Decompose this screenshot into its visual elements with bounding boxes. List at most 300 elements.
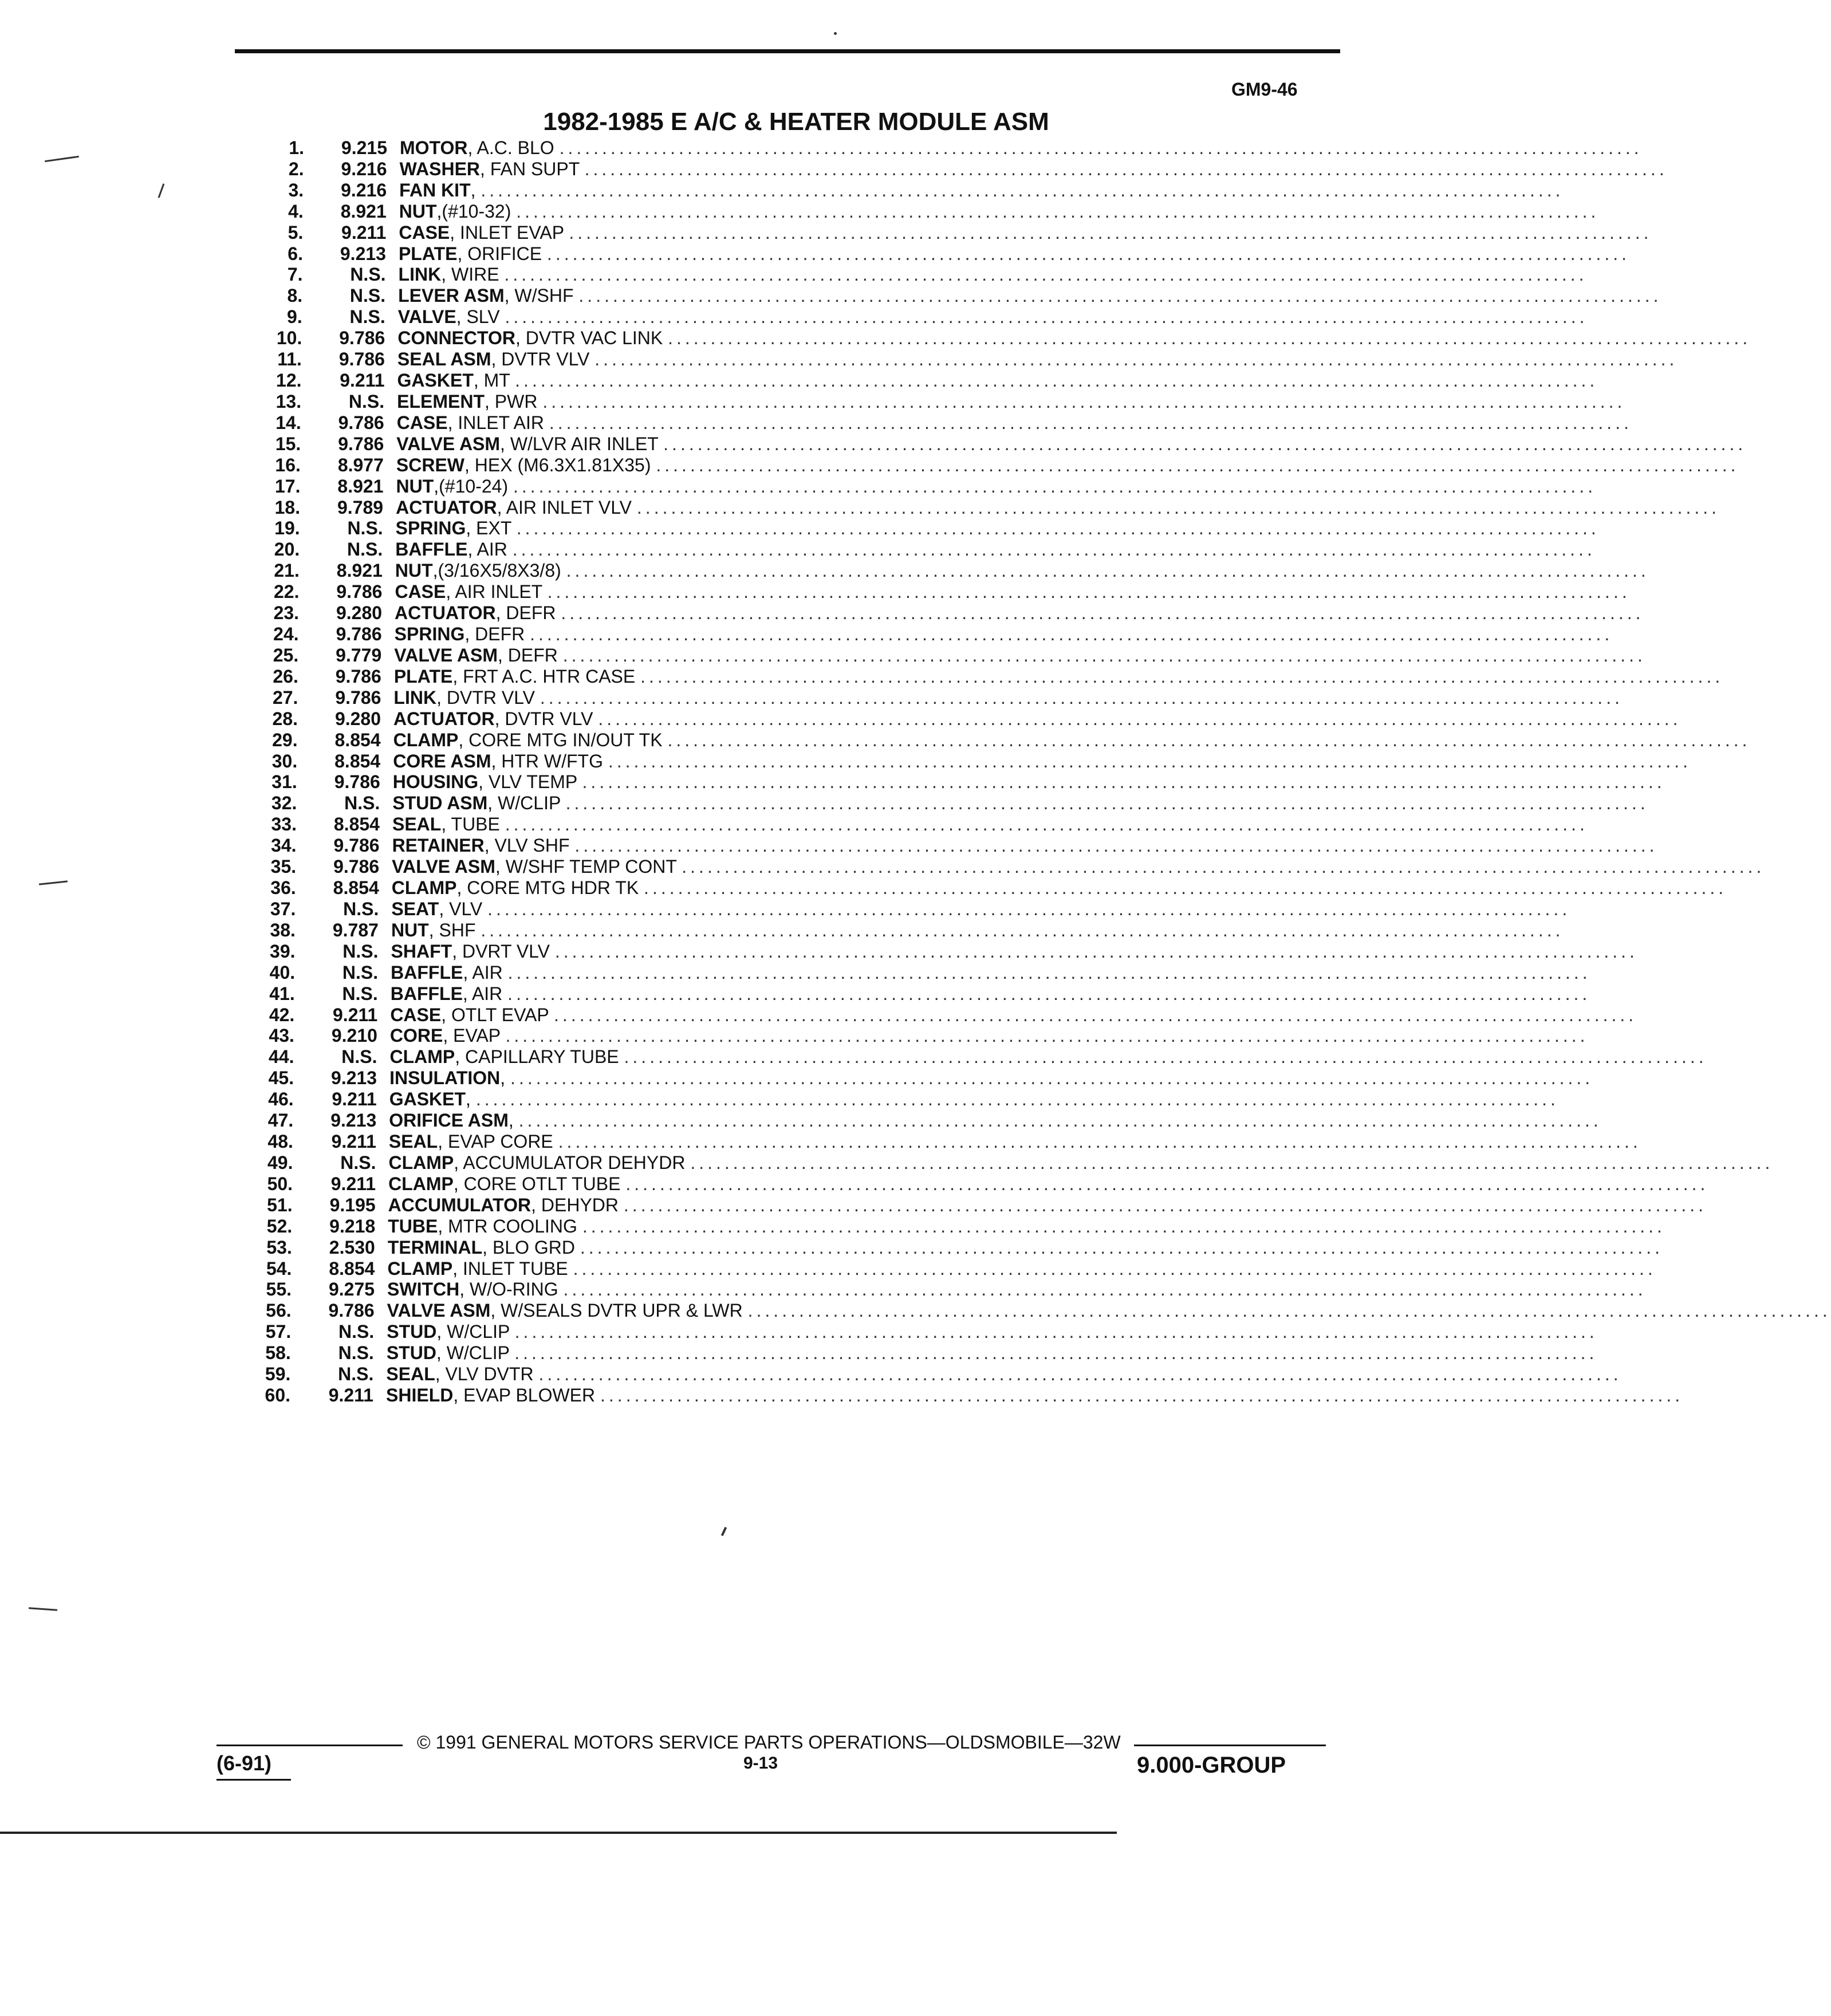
part-detail: , DVRT VLV	[452, 940, 550, 962]
top-rule	[235, 49, 1340, 53]
part-name: CLAMP	[391, 877, 457, 899]
part-row	[258, 983, 1591, 1005]
dot-leader: ...............................................................................................................................	[598, 708, 1682, 729]
part-name: NUT	[396, 475, 434, 497]
part-row	[255, 1215, 1665, 1237]
dot-leader: ...............................................................................................................................	[505, 306, 1588, 328]
part-detail: ,	[500, 1068, 506, 1089]
part-name: SEAL ASM	[397, 349, 491, 370]
part-description	[395, 560, 1649, 581]
part-row	[260, 750, 1691, 772]
dot-leader: ...............................................................................................................................	[594, 349, 1678, 370]
part-group-number: 9.779	[336, 644, 382, 666]
part-group-number: 9.216	[341, 158, 387, 179]
part-ref-number: 45.	[268, 1068, 294, 1089]
part-detail: , INLET TUBE	[452, 1258, 568, 1279]
part-ref-number: 7.	[287, 264, 303, 285]
part-name: RETAINER	[392, 835, 485, 856]
part-row	[264, 412, 1632, 434]
part-row	[261, 729, 1751, 751]
part-row	[262, 624, 1613, 645]
part-ref-number: 19.	[274, 518, 300, 539]
part-description	[399, 200, 1600, 222]
part-group-number: 9.786	[336, 581, 383, 603]
part-description	[397, 391, 1626, 412]
part-group-number: 9.213	[330, 1110, 377, 1131]
part-description	[392, 835, 1658, 856]
part-detail: , PWR	[485, 391, 538, 412]
part-row	[263, 433, 1747, 455]
part-ref-number: 24.	[273, 624, 299, 645]
part-group-number: 9.786	[333, 835, 380, 856]
part-description	[386, 1342, 1598, 1364]
part-detail: , AIR	[463, 962, 503, 983]
dot-leader: ...............................................................................................................................	[516, 518, 1600, 539]
part-name: LINK	[393, 687, 437, 708]
bottom-rule	[0, 1832, 1117, 1834]
part-row	[267, 137, 1643, 159]
dot-leader: ...............................................................................................................................	[561, 603, 1644, 624]
part-group-number: 8.854	[329, 1258, 375, 1279]
part-ref-number: 37.	[270, 898, 296, 919]
part-description	[399, 179, 1564, 201]
part-group-number: 8.977	[337, 454, 384, 475]
dot-leader: ...............................................................................................................................	[573, 1258, 1656, 1279]
part-name: STUD	[387, 1321, 437, 1342]
part-ref-number: 56.	[266, 1300, 292, 1321]
part-detail: , INLET AIR	[447, 412, 544, 433]
part-row	[256, 1110, 1602, 1131]
dot-leader: ...............................................................................................................................	[518, 1110, 1602, 1131]
part-detail: , FAN SUPT	[480, 158, 580, 179]
part-description	[390, 1004, 1637, 1026]
part-ref-number: 2.	[288, 158, 304, 179]
page-code: GM9-46	[1231, 79, 1298, 100]
part-name: SEAT	[391, 898, 439, 919]
dot-leader: ...............................................................................................................................	[554, 1004, 1637, 1025]
part-group-number: N.S.	[349, 306, 385, 328]
part-description	[395, 581, 1631, 603]
dot-leader: ...............................................................................................................................	[640, 666, 1724, 687]
part-row	[262, 603, 1644, 624]
part-description	[398, 243, 1631, 265]
part-ref-number: 52.	[266, 1215, 293, 1237]
page-title: 1982-1985 E A/C & HEATER MODULE ASM	[543, 108, 1049, 136]
part-detail: , W/SEALS DVTR UPR & LWR	[490, 1300, 743, 1321]
part-ref-number: 59.	[265, 1364, 291, 1385]
part-detail: , VLV DVTR	[435, 1364, 534, 1385]
part-ref-number: 57.	[265, 1321, 292, 1342]
dot-leader: ...............................................................................................................................	[554, 940, 1638, 962]
dot-leader: ...............................................................................................................................	[559, 137, 1643, 158]
part-row	[261, 708, 1682, 730]
part-description	[388, 1173, 1709, 1195]
part-name: SWITCH	[387, 1279, 460, 1300]
part-description	[393, 666, 1724, 687]
dot-leader: ...............................................................................................................................	[505, 814, 1588, 835]
part-detail: ,	[466, 1089, 471, 1110]
part-detail: , MT	[473, 370, 510, 391]
dot-leader: ...............................................................................................................................	[481, 919, 1564, 940]
part-group-number: 9.211	[331, 1131, 376, 1152]
part-group-number: 9.195	[329, 1194, 376, 1215]
part-group-number: N.S.	[344, 793, 380, 814]
part-name: CONNECTOR	[397, 328, 515, 349]
dot-leader: ...............................................................................................................................	[656, 454, 1739, 475]
dot-leader: ...............................................................................................................................	[600, 1385, 1684, 1405]
part-name: VALVE ASM	[387, 1300, 491, 1321]
part-ref-number: 55.	[266, 1279, 292, 1300]
part-group-number: N.S.	[347, 518, 383, 539]
part-group-number: N.S.	[350, 264, 386, 285]
part-detail: , EVAP	[443, 1025, 501, 1046]
part-detail: , VLV	[439, 898, 483, 919]
part-name: CORE ASM	[393, 750, 491, 771]
part-row	[265, 306, 1588, 328]
dot-leader: ...............................................................................................................................	[668, 328, 1751, 349]
part-ref-number: 34.	[271, 835, 297, 856]
part-row	[257, 1068, 1594, 1089]
part-group-number: 9.786	[335, 687, 381, 708]
part-group-number: 9.786	[335, 666, 381, 687]
part-ref-number: 54.	[266, 1258, 292, 1279]
footer-page-number: 9-13	[743, 1754, 778, 1773]
part-description	[398, 264, 1588, 285]
part-name: ACCUMULATOR	[388, 1194, 531, 1215]
part-detail: , CORE MTG IN/OUT TK	[458, 729, 663, 750]
part-ref-number: 38.	[270, 919, 296, 940]
part-ref-number: 47.	[267, 1110, 294, 1131]
part-name: CLAMP	[387, 1258, 453, 1279]
part-detail: , HEX (M6.3X1.81X35)	[464, 454, 651, 475]
part-group-number: 9.786	[338, 433, 384, 454]
part-row	[259, 835, 1658, 856]
part-row	[264, 391, 1626, 412]
part-description	[396, 497, 1720, 518]
part-ref-number: 5.	[288, 222, 304, 243]
footer-rule-left	[216, 1745, 403, 1746]
part-detail: , AIR	[467, 539, 507, 560]
part-ref-number: 42.	[269, 1004, 295, 1025]
part-name: CLAMP	[389, 1046, 455, 1068]
part-row	[257, 1025, 1589, 1046]
part-ref-number: 30.	[271, 750, 298, 771]
part-name: LINK	[398, 264, 442, 285]
part-description	[396, 454, 1739, 476]
dot-leader: ...............................................................................................................................	[538, 1364, 1622, 1385]
dot-leader: ...............................................................................................................................	[513, 475, 1597, 497]
part-group-number: 9.218	[329, 1215, 376, 1237]
part-group-number: N.S.	[341, 1046, 377, 1068]
part-group-number: 8.921	[337, 475, 384, 497]
part-row	[258, 898, 1571, 920]
part-detail: , AIR INLET VLV	[497, 497, 632, 518]
part-ref-number: 3.	[288, 179, 304, 200]
part-group-number: 8.854	[333, 877, 379, 899]
part-description	[391, 940, 1638, 962]
part-row	[255, 1237, 1663, 1258]
part-description	[397, 349, 1678, 370]
dot-leader: ...............................................................................................................................	[582, 1215, 1665, 1237]
part-name: CASE	[399, 222, 450, 243]
dot-leader: ...............................................................................................................................	[625, 1173, 1709, 1194]
part-name: CLAMP	[388, 1152, 454, 1173]
part-ref-number: 12.	[276, 370, 302, 391]
part-name: SCREW	[396, 454, 464, 475]
dot-leader: ...............................................................................................................................	[514, 1321, 1598, 1342]
scan-mark	[39, 880, 68, 885]
part-description	[391, 919, 1564, 941]
part-group-number: 9.211	[332, 1089, 377, 1110]
part-detail: , VLV SHF	[484, 835, 570, 856]
footer-date-code: (6-91)	[216, 1751, 272, 1775]
part-name: FAN KIT	[399, 179, 471, 200]
dot-leader: ...............................................................................................................................	[514, 1342, 1598, 1364]
dot-leader: ...............................................................................................................................	[512, 539, 1596, 560]
part-group-number: 8.854	[334, 750, 381, 771]
part-description	[395, 518, 1600, 539]
part-name: TERMINAL	[387, 1237, 483, 1258]
part-group-number: N.S.	[348, 391, 385, 412]
part-detail: ,(#10-32)	[436, 200, 511, 222]
part-row	[262, 581, 1631, 603]
dot-leader: ...............................................................................................................................	[507, 962, 1591, 983]
part-description	[393, 708, 1682, 730]
part-name: NUT	[391, 919, 429, 940]
part-row	[265, 349, 1678, 370]
dot-leader: ...............................................................................................................................	[578, 285, 1662, 306]
part-name: PLATE	[398, 243, 458, 264]
part-ref-number: 26.	[273, 666, 298, 687]
dot-leader: ...............................................................................................................................	[747, 1300, 1831, 1321]
part-name: SHIELD	[386, 1385, 454, 1405]
part-name: ACTUATOR	[396, 497, 497, 518]
part-ref-number: 32.	[271, 793, 297, 814]
part-row	[262, 560, 1649, 581]
part-description	[395, 539, 1596, 560]
dot-leader: ...............................................................................................................................	[580, 1237, 1663, 1258]
part-row	[266, 243, 1631, 265]
part-row	[263, 454, 1739, 476]
dot-leader: ...............................................................................................................................	[475, 1089, 1559, 1110]
part-group-number: 9.786	[333, 856, 380, 877]
part-ref-number: 39.	[270, 940, 296, 962]
dot-leader: ...............................................................................................................................	[623, 1194, 1707, 1215]
dot-leader: ...............................................................................................................................	[562, 644, 1646, 666]
part-group-number: 9.280	[334, 708, 381, 729]
part-name: CASE	[395, 581, 446, 603]
part-detail: , WIRE	[441, 264, 499, 285]
dot-leader: ...............................................................................................................................	[569, 222, 1652, 243]
part-row	[257, 1004, 1637, 1026]
part-name: CLAMP	[388, 1173, 454, 1194]
part-description	[393, 687, 1623, 708]
part-ref-number: 11.	[277, 349, 302, 370]
part-ref-number: 36.	[270, 877, 296, 899]
part-detail: , W/O-RING	[459, 1279, 558, 1300]
part-group-number: 9.786	[334, 771, 380, 793]
part-name: GASKET	[389, 1089, 466, 1110]
part-row	[263, 497, 1720, 518]
part-name: TUBE	[388, 1215, 438, 1237]
part-ref-number: 14.	[275, 412, 301, 433]
dot-leader: ...............................................................................................................................	[530, 624, 1613, 645]
part-ref-number: 23.	[273, 603, 300, 624]
scan-mark	[834, 32, 837, 35]
part-description	[389, 1046, 1707, 1068]
part-detail: , W/CLIP	[436, 1321, 510, 1342]
part-row	[258, 919, 1564, 941]
part-detail: , DVTR VAC LINK	[515, 328, 663, 349]
part-group-number: 9.216	[341, 179, 387, 200]
part-group-number: 9.211	[333, 1004, 378, 1025]
part-row	[263, 518, 1600, 539]
part-row	[265, 328, 1751, 349]
part-row	[265, 285, 1662, 306]
part-row	[258, 962, 1591, 983]
part-detail: , ACCUMULATOR DEHYDR	[454, 1152, 686, 1173]
part-group-number: 9.789	[337, 497, 384, 518]
dot-leader: ...............................................................................................................................	[624, 1046, 1707, 1068]
part-description	[396, 475, 1597, 497]
part-group-number: 9.280	[336, 603, 383, 624]
part-ref-number: 25.	[273, 644, 299, 666]
part-ref-number: 22.	[273, 581, 300, 603]
part-group-number: 9.787	[332, 919, 379, 940]
part-detail: , AIR	[462, 983, 503, 1004]
part-ref-number: 9.	[287, 306, 302, 328]
dot-leader: ...............................................................................................................................	[505, 1025, 1589, 1046]
part-ref-number: 18.	[274, 497, 301, 518]
scan-mark	[721, 1527, 727, 1536]
part-name: NUT	[395, 560, 433, 581]
part-description	[392, 793, 1649, 814]
part-description	[389, 1089, 1559, 1110]
part-detail: , CORE OTLT TUBE	[453, 1173, 621, 1194]
part-name: CASE	[396, 412, 448, 433]
part-ref-number: 46.	[268, 1089, 294, 1110]
part-detail: , CAPILLARY TUBE	[455, 1046, 619, 1068]
part-description	[387, 1300, 1831, 1321]
part-group-number: 9.211	[328, 1385, 373, 1405]
part-ref-number: 17.	[275, 475, 301, 497]
part-description	[397, 306, 1588, 328]
dot-leader: ...............................................................................................................................	[690, 1152, 1774, 1173]
part-row	[255, 1194, 1707, 1216]
dot-leader: ...............................................................................................................................	[644, 877, 1727, 899]
part-row	[255, 1152, 1774, 1174]
part-description	[392, 856, 1765, 877]
part-description	[390, 983, 1591, 1005]
part-row	[266, 200, 1600, 222]
part-ref-number: 48.	[267, 1131, 293, 1152]
part-description	[400, 137, 1643, 159]
part-ref-number: 60.	[265, 1385, 290, 1405]
part-name: VALVE ASM	[394, 644, 498, 666]
part-detail: , FRT A.C. HTR CASE	[452, 666, 636, 687]
part-group-number: 9.786	[339, 328, 385, 349]
part-name: MOTOR	[400, 137, 468, 158]
part-name: SPRING	[395, 518, 466, 539]
dot-leader: ...............................................................................................................................	[558, 1131, 1641, 1152]
part-ref-number: 13.	[275, 391, 302, 412]
part-row	[266, 222, 1652, 243]
part-name: VALVE ASM	[392, 856, 495, 877]
part-name: INSULATION	[389, 1068, 501, 1089]
part-detail: , DVTR VLV	[436, 687, 535, 708]
part-detail: , W/LVR AIR INLET	[500, 433, 659, 454]
part-row	[254, 1321, 1598, 1342]
part-ref-number: 8.	[287, 285, 303, 306]
dot-leader: ...............................................................................................................................	[504, 264, 1588, 285]
part-ref-number: 20.	[274, 539, 300, 560]
part-detail: ,	[470, 179, 476, 200]
part-row	[254, 1279, 1647, 1300]
part-ref-number: 43.	[269, 1025, 294, 1046]
part-ref-number: 44.	[269, 1046, 294, 1068]
part-description	[388, 1215, 1665, 1237]
part-group-number: 8.854	[333, 814, 380, 835]
part-description	[392, 771, 1665, 793]
part-group-number: 9.210	[331, 1025, 377, 1046]
part-ref-number: 1.	[289, 137, 304, 158]
part-row	[259, 814, 1588, 835]
part-detail: , OTLT EVAP	[441, 1004, 549, 1025]
part-row	[253, 1364, 1622, 1385]
part-description	[392, 814, 1588, 835]
part-detail: ,	[508, 1110, 514, 1131]
part-detail: , DEFR	[464, 624, 525, 645]
part-group-number: 8.854	[334, 729, 381, 750]
part-detail: , EVAP BLOWER	[453, 1385, 596, 1405]
part-description	[391, 877, 1727, 899]
part-description	[391, 898, 1571, 920]
part-description	[395, 603, 1644, 624]
part-detail: , SHF	[428, 919, 476, 940]
part-group-number: N.S.	[349, 285, 386, 306]
part-row	[266, 264, 1588, 285]
part-description	[387, 1237, 1663, 1258]
part-name: BAFFLE	[395, 539, 468, 560]
part-name: CASE	[390, 1004, 442, 1025]
part-name: STUD	[386, 1342, 436, 1364]
part-detail: ,(3/16X5/8X3/8)	[432, 560, 561, 581]
part-name: SEAL	[392, 814, 442, 835]
dot-leader: ...............................................................................................................................	[546, 243, 1631, 264]
part-detail: , TUBE	[441, 814, 500, 835]
scan-mark	[158, 183, 165, 198]
part-detail: , DVTR VLV	[494, 708, 593, 729]
part-row	[259, 877, 1727, 899]
footer-rule-right	[1134, 1745, 1326, 1746]
part-group-number: 9.211	[341, 222, 387, 243]
footer-group: 9.000-GROUP	[1137, 1753, 1286, 1778]
part-name: STUD ASM	[392, 793, 488, 814]
part-ref-number: 31.	[271, 771, 297, 793]
dot-leader: ...............................................................................................................................	[510, 1068, 1594, 1089]
part-row	[263, 475, 1597, 497]
part-name: SEAL	[388, 1131, 438, 1152]
part-ref-number: 53.	[266, 1237, 292, 1258]
part-row	[259, 856, 1765, 877]
part-detail: , SLV	[456, 306, 500, 328]
dot-leader: ...............................................................................................................................	[516, 200, 1600, 222]
part-detail: , DVTR VLV	[491, 349, 590, 370]
part-ref-number: 50.	[267, 1173, 293, 1194]
scan-mark	[29, 1607, 57, 1611]
part-description	[386, 1364, 1622, 1385]
dot-leader: ...............................................................................................................................	[574, 835, 1658, 856]
